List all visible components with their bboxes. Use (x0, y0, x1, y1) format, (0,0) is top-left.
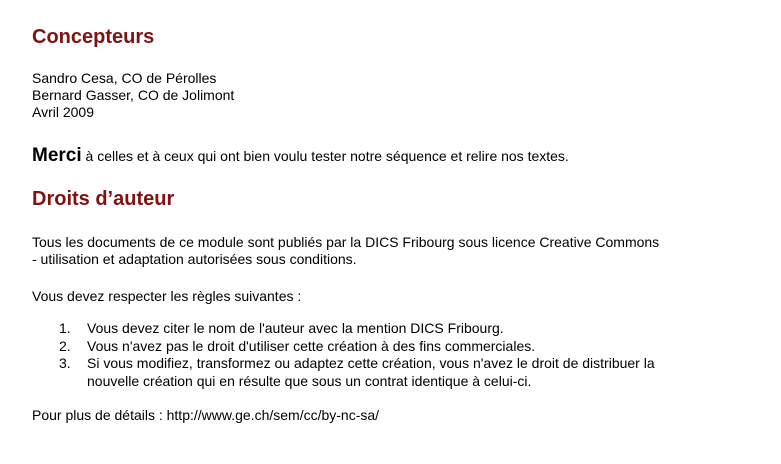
rule-item (32, 338, 752, 356)
heading-concepteurs: Concepteurs (32, 26, 155, 48)
rules-list (32, 320, 752, 390)
rule-number: 1. (59, 320, 71, 336)
license-intro-line-1: Tous les documents de ce module sont publiés par la DICS Fribourg sous licence Creative Commons (32, 234, 660, 250)
rule-number: 2. (59, 337, 71, 354)
merci-lead: Merci (32, 145, 82, 166)
details-line: Pour plus de détails : http://www.ge.ch/sem/cc/by-nc-sa/ (32, 407, 380, 423)
merci-text: à celles et à ceux qui ont bien voulu tester notre séquence et relire nos textes. (81, 148, 569, 164)
rules-intro: Vous devez respecter les règles suivantes : (32, 288, 302, 304)
author-line-2: Bernard Gasser, CO de Jolimont (32, 87, 235, 103)
rule-number: 3. (59, 355, 71, 371)
rule-text: Vous devez citer le nom de l'auteur avec la mention DICS Fribourg. (87, 320, 504, 336)
rule-text-continued: nouvelle création qui en résulte que sous un contrat identique à celui-ci. (87, 372, 532, 389)
license-intro-line-2: - utilisation et adaptation autorisées sous conditions. (32, 251, 357, 267)
author-line-1: Sandro Cesa, CO de Pérolles (32, 70, 217, 86)
date-line: Avril 2009 (32, 104, 95, 120)
rule-text: Vous n'avez pas le droit d'utiliser cette création à des fins commerciales. (87, 337, 536, 354)
rule-text: Si vous modifiez, transformez ou adaptez cette création, vous n'avez le droit de distribuer la (87, 355, 655, 371)
rule-item (32, 355, 752, 390)
rule-item (32, 320, 752, 338)
merci-paragraph (32, 144, 569, 168)
heading-droits: Droits d’auteur (32, 188, 175, 210)
